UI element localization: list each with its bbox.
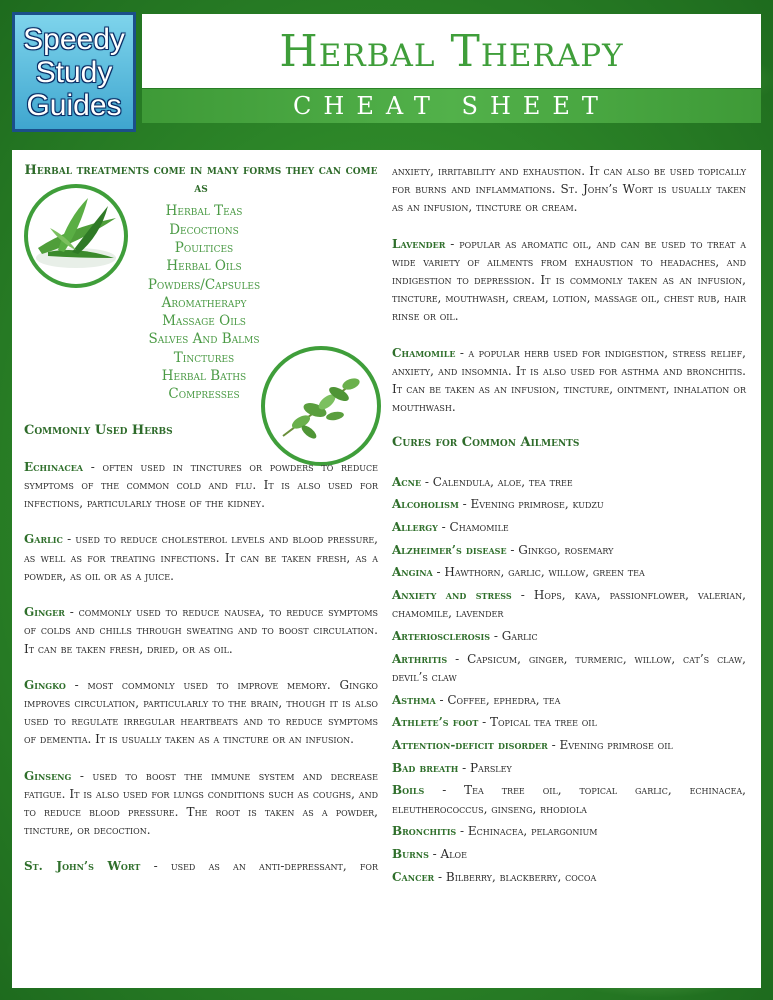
ailment-entry: [392, 473, 746, 491]
ailment-name: Arthritis: [392, 651, 448, 666]
herb-description: anxiety, irritability and exhaustion. It can also be used topically for burns and inflammations. St. John’s Wort is usually taken as an infusion, tincture or cream.: [392, 164, 746, 215]
herb-description: - often used in tinctures or powders to reduce symptoms of the common cold and flu. It is also used for infections, particularly those of the kidney.: [24, 459, 378, 511]
ailment-name: Boils: [392, 783, 425, 798]
right-column: [392, 162, 746, 891]
herb-entry: [392, 235, 746, 326]
herb-entry: [24, 603, 378, 658]
ailment-remedies: - Capsicum, ginger, turmeric, willow, cat’s claw, devil’s claw: [392, 651, 746, 684]
herb-name: Lavender: [392, 236, 446, 251]
herb-entry: [24, 530, 378, 585]
ailment-entry: [392, 563, 746, 581]
ailment-entry: [392, 822, 746, 840]
ailment-name: Asthma: [392, 692, 436, 707]
page-subtitle: CHEAT SHEET: [293, 92, 610, 120]
ailment-entry: [392, 586, 746, 622]
title-banner: [142, 14, 761, 88]
herb-name: Echinacea: [24, 459, 84, 474]
ailment-remedies: - Calendula, aloe, tea tree: [421, 474, 573, 489]
left-column: [24, 162, 378, 894]
logo-line: Study: [35, 55, 113, 89]
cures-heading: Cures for Common Ailments: [392, 435, 580, 451]
list-item: Tinctures: [173, 349, 235, 366]
list-item: Compresses: [168, 386, 240, 403]
herb-entry: [24, 458, 378, 513]
subtitle-banner: [142, 89, 761, 123]
ailment-entry: [392, 713, 746, 731]
ailment-remedies: - Tea tree oil, topical garlic, echinacea, eleutherococcus, ginseng, rhodiola: [392, 783, 746, 816]
ailment-remedies: - Evening primrose oil: [547, 738, 673, 753]
list-item: Aromatherapy: [161, 294, 247, 311]
herb-description: - used as an anti-depressant, for: [140, 859, 378, 874]
ailment-remedies: - Echinacea, pelargonium: [456, 824, 598, 839]
ailment-name: Acne: [392, 474, 422, 489]
ailment-entry: [392, 736, 746, 754]
herb-entry: [24, 767, 378, 840]
herb-description: - used to boost the immune system and decrease fatigue. It is also used for lungs conditions such as coughs, and to reduce blood pressure. The root is taken as a powder, tincture, or decoction.: [24, 768, 378, 838]
ailment-entry: [392, 650, 746, 686]
herb-entry: [24, 857, 378, 875]
herb-entry: [392, 344, 746, 417]
herb-description: - most commonly used to improve memory. Gingko improves circulation, particularly to the brain, though it is also used to regulate irregular heartbeats and to reduce symptoms of dementia. It is usually taken as a tincture or an infusion.: [24, 677, 378, 747]
ailment-entry: [392, 781, 746, 817]
ailment-remedies: - Coffee, ephedra, tea: [435, 692, 561, 707]
ailment-entry: [392, 627, 746, 645]
herb-description: - commonly used to reduce nausea, to reduce symptoms of colds and chills through sweating and to boost circulation. It can be taken fresh, dried, or as oil.: [24, 605, 378, 656]
ailment-remedies: - Chamomile: [437, 520, 509, 535]
ailment-name: Burns: [392, 847, 429, 862]
herb-entry: [24, 676, 378, 749]
ailment-name: Bronchitis: [392, 824, 457, 839]
ailment-remedies: - Parsley: [458, 760, 512, 775]
list-item: Herbal Baths: [161, 368, 247, 385]
ailment-name: Alcoholism: [392, 497, 459, 512]
ailment-entry: [392, 691, 746, 709]
ailment-name: Bad breath: [392, 760, 459, 775]
ailment-name: Attention-deficit disorder: [392, 738, 548, 753]
logo-line: Speedy: [23, 22, 125, 56]
ailment-name: Angina: [392, 565, 433, 580]
ailment-name: Arteriosclerosis: [392, 629, 491, 644]
ailment-remedies: - Topical tea tree oil: [478, 715, 597, 730]
list-item: Salves And Balms: [148, 331, 260, 348]
ailment-name: Cancer: [392, 869, 435, 884]
list-item: Herbal Oils: [166, 258, 242, 275]
ailment-name: Alzheimer’s disease: [392, 542, 507, 557]
ailment-remedies: - Garlic: [490, 629, 538, 644]
list-item: Powders/Capsules: [147, 276, 261, 293]
forms-list: [134, 202, 274, 403]
ailment-name: Anxiety and stress: [392, 588, 512, 603]
ailment-entry: [392, 541, 746, 559]
forms-heading: Herbal treatments come in many forms they can come as: [24, 163, 378, 197]
herb-description: - a popular herb used for indigestion, stress relief, anxiety, and insomnia. It is also used for asthma and bronchitis. It can be taken as an infusion, tincture, ointment, inhalation or mouthwash.: [392, 345, 746, 415]
ailment-remedies: - Evening primrose, kudzu: [458, 497, 604, 512]
content-panel: [12, 150, 761, 988]
ailment-remedies: - Hops, kava, passionflower, valerian, chamomile, lavender: [392, 588, 746, 621]
page-title: Herbal Therapy: [279, 25, 624, 77]
ailment-remedies: - Ginkgo, rosemary: [506, 542, 614, 557]
ailment-remedies: - Hawthorn, garlic, willow, green tea: [432, 565, 645, 580]
list-item: Herbal Teas: [165, 203, 243, 220]
list-item: Decoctions: [169, 221, 239, 238]
herb-name: Chamomile: [392, 345, 456, 360]
herb-name: Ginger: [24, 605, 65, 620]
herb-name: St. John’s Wort: [24, 859, 141, 874]
ailment-remedies: - Bilberry, blackberry, cocoa: [434, 869, 597, 884]
ailment-name: Athlete’s foot: [392, 715, 479, 730]
list-item: Massage Oils: [162, 313, 246, 330]
herb-name: Gingko: [24, 677, 66, 692]
herb-description: - popular as aromatic oil, and can be used to treat a wide variety of ailments from exhaustion to headaches, and indigestion to depression. It is commonly taken as an infusion, tincture, mouthwash, cream, lotion, massage oil, chest rub, hair rinse or oil.: [392, 236, 746, 324]
list-item: Poultices: [174, 240, 234, 256]
ailment-entry: [392, 868, 746, 886]
ailment-entry: [392, 759, 746, 777]
ailment-entry: [392, 495, 746, 513]
ailment-entry: [392, 845, 746, 863]
ailment-name: Allergy: [392, 520, 438, 535]
ailment-remedies: - Aloe: [428, 847, 467, 862]
ailment-entry: [392, 518, 746, 536]
speedy-study-guides-logo: [12, 12, 136, 132]
logo-line: Guides: [26, 88, 122, 122]
herb-name: Ginseng: [24, 768, 72, 783]
herb-name: Garlic: [24, 532, 63, 547]
herb-description: - used to reduce cholesterol levels and blood pressure, as well as for treating infections. It can be taken fresh, as a powder, as oil or as a juice.: [24, 532, 378, 583]
herb-entry-continued: [392, 162, 746, 217]
herbs-heading: Commonly Used Herbs: [24, 422, 173, 438]
